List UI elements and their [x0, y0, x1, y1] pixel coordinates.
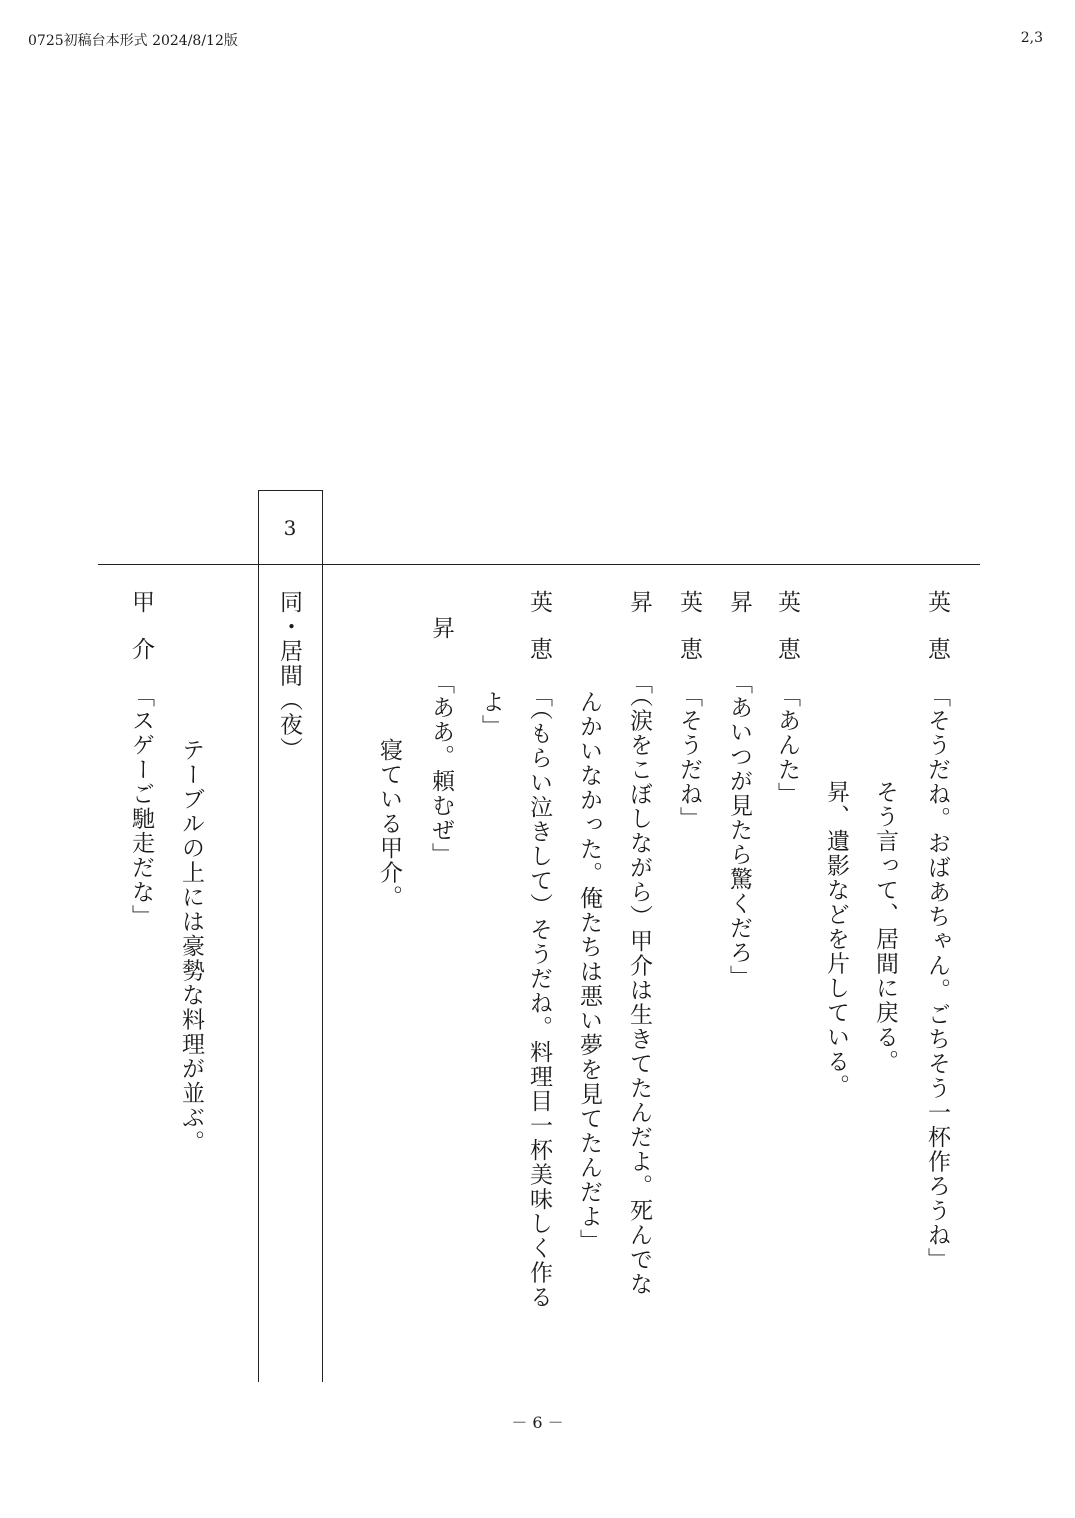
- speaker-name: 英恵: [774, 590, 800, 684]
- header-page-ref: 2,3: [1020, 30, 1043, 46]
- dialogue-text: 「あいつが見たら驚くだろ」: [726, 671, 752, 990]
- dialogue-text: よ」: [478, 690, 504, 739]
- stage-direction-1: [868, 780, 902, 1074]
- dialogue-line-6: [522, 590, 556, 1310]
- dialogue-line-1: [920, 590, 954, 1272]
- direction-text: テーブルの上には豪勢な料理が並ぶ。: [178, 738, 204, 1155]
- dialogue-text: 「そうだね」: [676, 684, 702, 831]
- direction-text: 寝ている甲介。: [376, 738, 402, 910]
- dialogue-text: 「あんた」: [774, 684, 800, 807]
- dialogue-text: 「（もらい泣きして）そうだね。料理目一杯美味しく作る: [526, 684, 552, 1310]
- speaker-name: 英恵: [676, 590, 702, 684]
- speaker-name: 英恵: [526, 590, 552, 684]
- dialogue-text: 「（涙をこぼしながら）甲介は生きてたんだよ。死んでな: [626, 671, 652, 1297]
- direction-text: そう言って、居間に戻る。: [872, 780, 898, 1074]
- dialogue-line-6-continued: [474, 690, 508, 739]
- speaker-name: 甲介: [128, 590, 154, 684]
- dialogue-line-5: [622, 590, 656, 1297]
- stage-direction-2: [819, 780, 853, 1099]
- dialogue-text: 「そうだね。おばあちゃん。ごちそう一杯作ろうね」: [924, 684, 950, 1272]
- dialogue-text: 「スゲーご馳走だな」: [128, 684, 154, 929]
- header-title: 0725初稿台本形式 2024/8/12版: [28, 33, 238, 49]
- dialogue-line-4: [672, 590, 706, 831]
- scene-box-right-rule: [322, 490, 323, 1382]
- dialogue-line-8: [124, 590, 158, 929]
- scene-number: 3: [283, 516, 297, 540]
- scene-box-top-rule: [258, 490, 322, 491]
- dialogue-line-7: [424, 616, 458, 867]
- speaker-name: 英恵: [924, 590, 950, 684]
- dialogue-text: んかいなかった。俺たちは悪い夢を見てたんだよ」: [576, 690, 602, 1254]
- page-number: － 6 －: [511, 1413, 564, 1432]
- scene-box-left-rule: [258, 490, 259, 1382]
- stage-direction-3: [372, 738, 406, 910]
- speaker-name: 昇: [726, 590, 752, 613]
- header-rule: [98, 564, 980, 565]
- speaker-name: 昇: [626, 590, 652, 613]
- dialogue-line-3: [722, 590, 756, 990]
- dialogue-line-5-continued: [572, 690, 606, 1254]
- dialogue-text: 「ああ。頼むぜ」: [428, 671, 454, 867]
- speaker-name: 昇: [428, 616, 454, 639]
- dialogue-line-2: [770, 590, 804, 807]
- scene-heading: 同・居間（夜）: [276, 590, 302, 762]
- direction-text: 昇、遺影などを片している。: [823, 780, 849, 1099]
- stage-direction-4: [174, 738, 208, 1155]
